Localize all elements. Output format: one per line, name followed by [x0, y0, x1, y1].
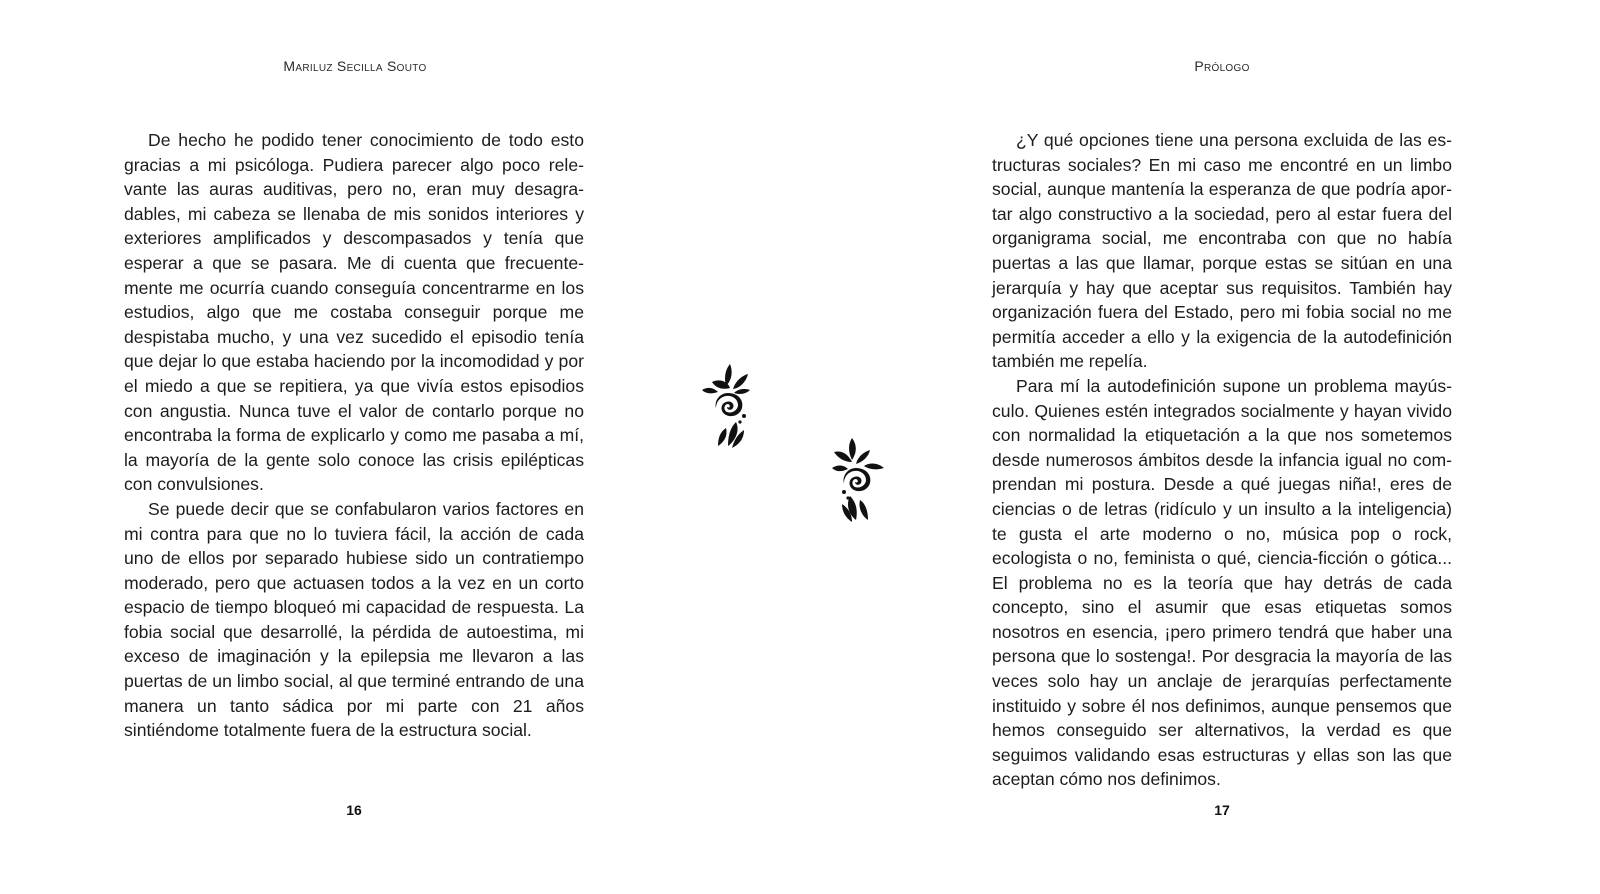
running-head-author: Mariluz Secilla Souto [283, 58, 427, 74]
paragraph: De hecho he podido tener conocimiento de todo esto gracias a mi psicóloga. Pudiera parecer algo poco relevante las auras auditivas, pero no, eran muy desagradables, mi cabeza se llenaba de mis sonidos interiores y exteriores amplificados y descompasados y tenía que esperar a que se pasara. Me di cuenta que frecuentemente me ocurría cuando conseguía concentrarme en los estudios, algo que me costaba conseguir porque me despistaba mucho, y una vez sucedido el episodio tenía que dejar lo que estaba haciendo por la incomodidad y por el miedo a que se repitiera, ya que vivía estos episodios con angustia. Nunca tuve el valor de contarlo porque no encontraba la forma de explicarlo y como me pasaba a mí, la mayoría de la gente solo conoce las crisis epilépticas con convulsiones. [124, 130, 584, 495]
right-page [800, 0, 1600, 894]
floral-swirl-icon [830, 434, 886, 524]
running-head-chapter: Prólogo [1194, 58, 1250, 74]
page-number-right: 17 [1214, 802, 1230, 818]
floral-swirl-icon [700, 360, 756, 450]
page-number-left: 16 [346, 802, 362, 818]
paragraph: Se puede decir que se confabularon varios factores en mi contra para que no lo tuviera fácil, la acción de cada uno de ellos por separado hubiese sido un contratiempo moderado, pero que actuasen todos a la vez en un corto espacio de tiempo bloqueó mi capacidad de respuesta. La fobia social que desarrollé, la pérdida de autoestima, mi exceso de imaginación y la epilepsia me llevaron a las puertas de un limbo social, al que terminé entrando de una manera un tanto sádica por mi parte con 21 años sintiéndome totalmente fuera de la estructura social. [124, 498, 584, 741]
paragraph: Para mí la autodefinición supone un problema mayúsculo. Quienes estén integrados socialmente y hayan vivido con normalidad la etiquetación a la que nos sometemos desde numerosos ámbitos desde la infancia igual no comprendan mi postura. Desde a qué juegas niña!, eres de ciencias o de letras (ridículo y un insulto a la inteligencia) te gusta el arte moderno o no, música pop o rock, ecologista o no, feminista o qué, ciencia-ficción o gótica... El problema no es la teoría que hay detrás de cada concepto, sino el asumir que esas etiquetas somos nosotros en esencia, ¡pero primero tendrá que haber una persona que lo sostenga!. Por desgracia la mayoría de las veces solo hay un anclaje de jerarquías perfectamente instituido y sobre él nos definimos, aunque pensemos que hemos conseguido ser alternativos, la verdad es que seguimos validando esas estructuras y ellas son las que aceptan cómo nos definimos. [992, 375, 1452, 790]
right-page-body [992, 128, 1452, 792]
paragraph: ¿Y qué opciones tiene una persona excluida de las estructuras sociales? En mi caso me encontré en un limbo social, aunque mantenía la esperanza de que podría aportar algo constructivo a la sociedad, pero al estar fuera del organigrama social, me encontraba con que no había puertas a las que llamar, porque estas se sitúan en una jerarquía y hay que aceptar sus requisitos. También hay organización fuera del Estado, pero mi fobia social no me permitía acceder a ello y la exigencia de la autodefinición también me repelía. [992, 130, 1452, 372]
left-page-body [124, 128, 584, 743]
